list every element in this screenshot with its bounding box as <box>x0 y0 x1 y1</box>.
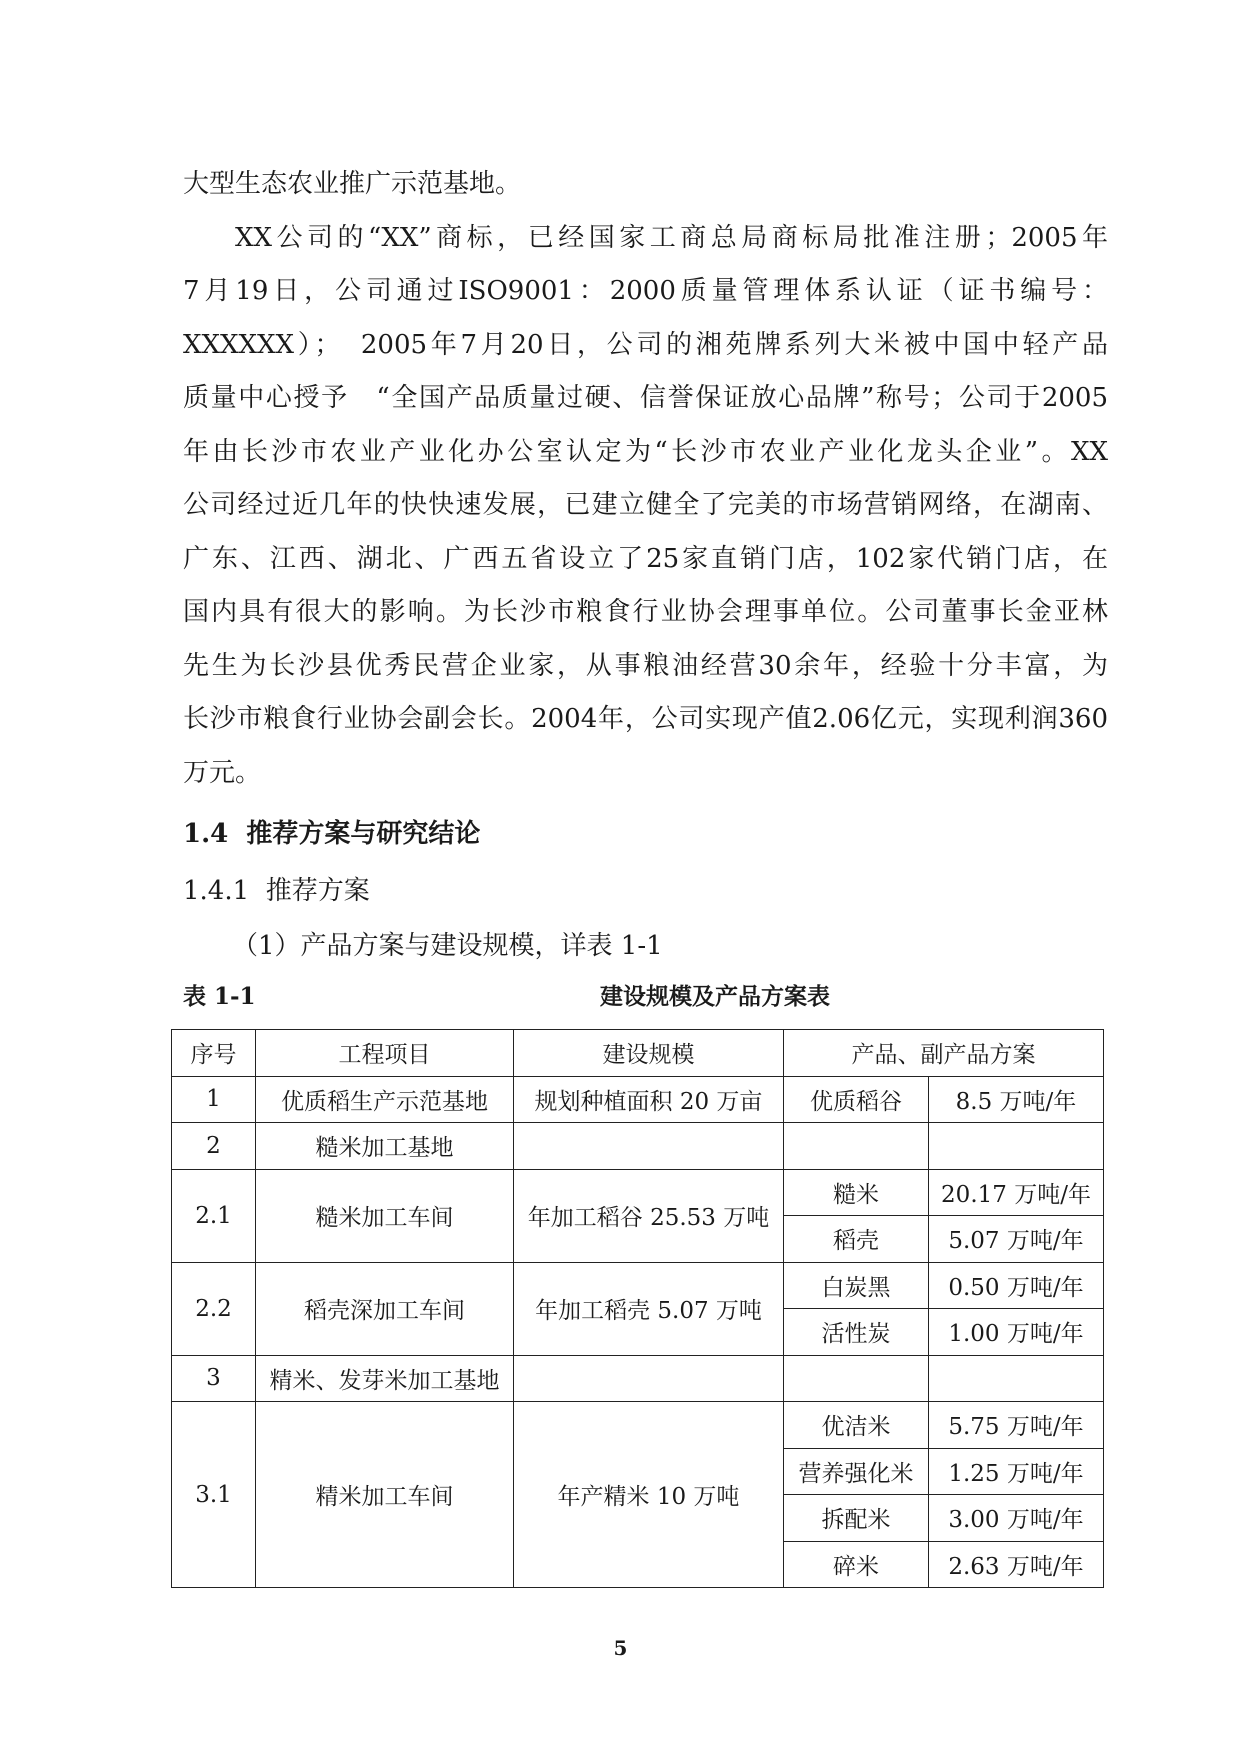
table-row <box>172 1076 1104 1123</box>
product-name: 碎米 <box>784 1541 929 1588</box>
table-row <box>172 1262 1104 1309</box>
product-output: 1.00 万吨/年 <box>929 1309 1104 1356</box>
product-name <box>784 1355 929 1402</box>
header-cell: 序号 <box>172 1030 256 1077</box>
row-scale: 年产精米 10 万吨 <box>514 1402 784 1588</box>
table-label: 表 1-1 <box>183 983 256 1010</box>
product-output: 5.75 万吨/年 <box>929 1402 1104 1449</box>
row-no: 2.2 <box>172 1262 256 1355</box>
row-no: 2 <box>172 1123 256 1170</box>
product-output: 2.63 万吨/年 <box>929 1541 1104 1588</box>
product-name <box>784 1123 929 1170</box>
intro-line: 大型生态农业推广示范基地。 <box>183 169 522 199</box>
row-project: 精米加工车间 <box>256 1402 514 1588</box>
row-project: 优质稻生产示范基地 <box>256 1076 514 1123</box>
product-name: 活性炭 <box>784 1309 929 1356</box>
product-output: 5.07 万吨/年 <box>929 1216 1104 1263</box>
intro-line: XX公司的“XX”商标，已经国家工商总局商标局批准注册；2005年 <box>235 222 1108 253</box>
product-output <box>929 1123 1104 1170</box>
intro-line: XXXXXX）； 2005年7月20日，公司的湘苑牌系列大米被中国中轻产品 <box>183 329 1108 360</box>
product-name: 优洁米 <box>784 1402 929 1449</box>
row-project: 稻壳深加工车间 <box>256 1262 514 1355</box>
intro-line: 公司经过近几年的快快速发展，已建立健全了完美的市场营销网络，在湖南、 <box>183 490 1108 520</box>
row-project: 糙米加工基地 <box>256 1123 514 1170</box>
product-name: 拆配米 <box>784 1495 929 1542</box>
intro-line: 国内具有很大的影响。为长沙市粮食行业协会理事单位。公司董事长金亚林 <box>183 597 1108 627</box>
section-title: 推荐方案与研究结论 <box>246 819 481 849</box>
table-row <box>172 1123 1104 1170</box>
table-caption: 建设规模及产品方案表 <box>600 983 830 1010</box>
product-name: 稻壳 <box>784 1216 929 1263</box>
row-scale: 年加工稻壳 5.07 万吨 <box>514 1262 784 1355</box>
product-output: 3.00 万吨/年 <box>929 1495 1104 1542</box>
row-scale: 规划种植面积 20 万亩 <box>514 1076 784 1123</box>
intro-line: 长沙市粮食行业协会副会长。2004年，公司实现产值2.06亿元，实现利润360 <box>183 704 1108 734</box>
header-cell: 工程项目 <box>256 1030 514 1077</box>
subsection-heading <box>183 870 370 907</box>
product-name: 白炭黑 <box>784 1262 929 1309</box>
subsection-number: 1.4.1 <box>183 876 250 906</box>
table-row <box>172 1355 1104 1402</box>
page-number: 5 <box>613 1636 628 1660</box>
row-scale <box>514 1355 784 1402</box>
intro-paragraph <box>183 158 1108 800</box>
header-cell: 建设规模 <box>514 1030 784 1077</box>
row-scale: 年加工稻谷 25.53 万吨 <box>514 1169 784 1262</box>
header-cell: 产品、副产品方案 <box>784 1030 1104 1077</box>
table-row <box>172 1169 1104 1216</box>
row-no: 2.1 <box>172 1169 256 1262</box>
row-no: 3 <box>172 1355 256 1402</box>
intro-line: 7月19日，公司通过ISO9001：2000质量管理体系认证（证书编号： <box>183 276 1108 306</box>
intro-line: 广东、江西、湖北、广西五省设立了25家直销门店，102家代销门店，在 <box>183 543 1108 574</box>
product-name: 糙米 <box>784 1169 929 1216</box>
intro-line: 先生为长沙县优秀民营企业家，从事粮油经营30余年，经验十分丰富，为 <box>183 650 1108 681</box>
product-output: 0.50 万吨/年 <box>929 1262 1104 1309</box>
row-no: 1 <box>172 1076 256 1123</box>
product-name: 营养强化米 <box>784 1448 929 1495</box>
product-output: 1.25 万吨/年 <box>929 1448 1104 1495</box>
product-name: 优质稻谷 <box>784 1076 929 1123</box>
row-project: 精米、发芽米加工基地 <box>256 1355 514 1402</box>
section-heading <box>183 813 480 850</box>
section-number: 1.4 <box>183 819 229 849</box>
row-no: 3.1 <box>172 1402 256 1588</box>
item-1: （1）产品方案与建设规模，详表 1-1 <box>232 931 663 961</box>
intro-line: 质量中心授予 “全国产品质量过硬、信誉保证放心品牌”称号；公司于2005 <box>183 383 1108 413</box>
row-scale <box>514 1123 784 1170</box>
product-output: 20.17 万吨/年 <box>929 1169 1104 1216</box>
subsection-title: 推荐方案 <box>265 876 370 906</box>
table-row <box>172 1402 1104 1449</box>
row-project: 糙米加工车间 <box>256 1169 514 1262</box>
intro-line: 万元。 <box>183 757 262 788</box>
table-header-row <box>172 1030 1104 1077</box>
product-output: 8.5 万吨/年 <box>929 1076 1104 1123</box>
intro-line: 年由长沙市农业产业化办公室认定为“长沙市农业产业化龙头企业”。XX <box>183 436 1108 467</box>
product-output <box>929 1355 1104 1402</box>
product-scale-table <box>171 1029 1104 1588</box>
